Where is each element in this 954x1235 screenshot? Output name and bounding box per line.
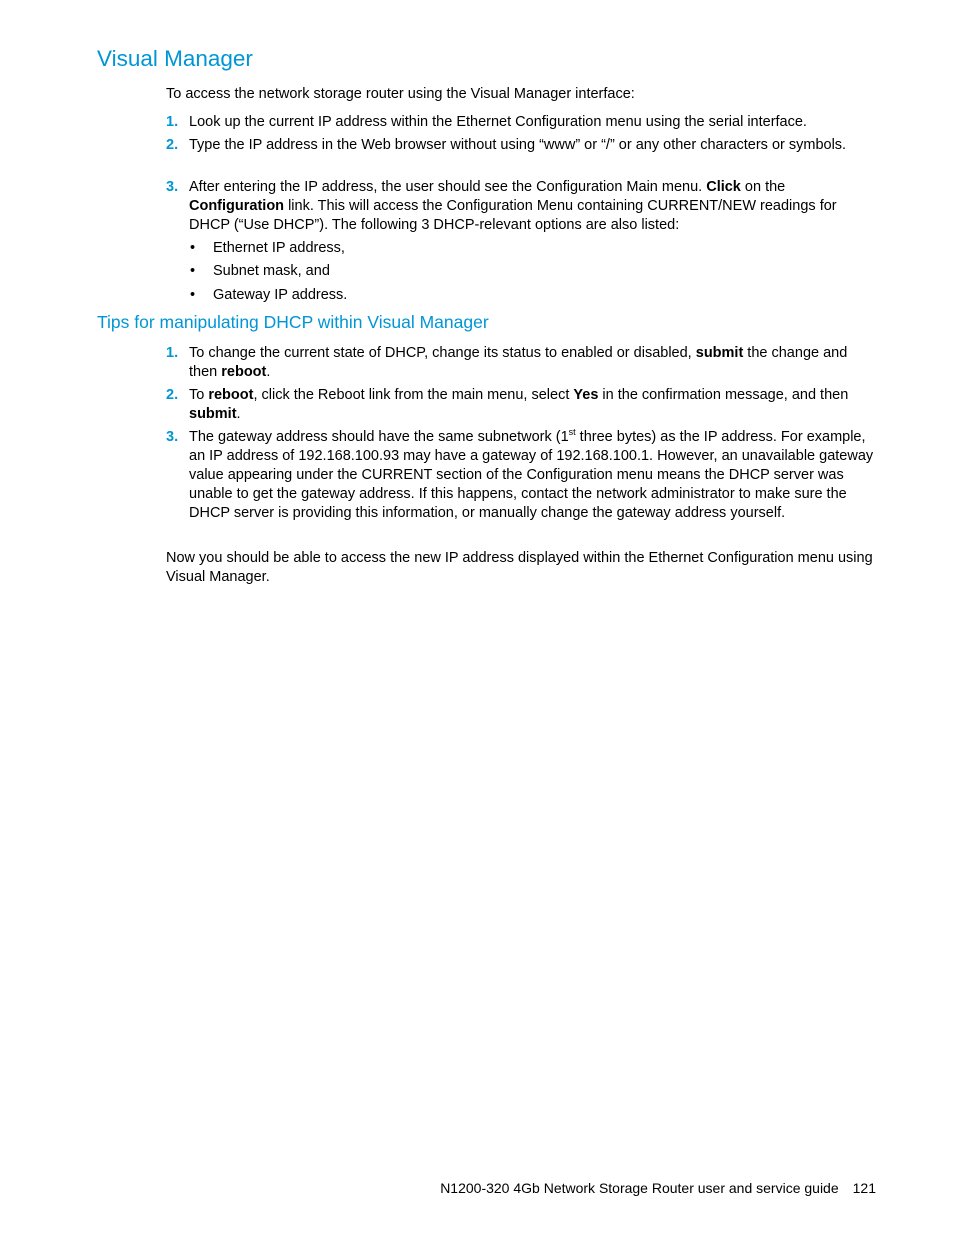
bold-term: submit (695, 345, 744, 361)
subsection-title: Tips for manipulating DHCP within Visual Manager (97, 312, 489, 332)
document-page: Visual Manager To access the network storage router using the Visual Manager interface: 1. Look up the current IP address within the Ethernet Configuration menu using the serial interface. 2. Type the IP address in the Web browser without using “www” or “/” or any other characters or symbols. 3. After entering the IP address, the user should see the Configuration Main menu. Click on the Configuration link. This will access the Configuration Menu containing CURRENT/NEW readings for DHCP (“Use DHCP”). The following 3 DHCP-relevant options are also listed: • Ethernet IP address, • Subnet mask, and • Gateway IP address. Tips for manipulating DHCP within Visual Manager 1. To change the current state of DHCP, change its status to enabled or disabled, submit the change and then reboot. 2. To reboot, click the Reboot link from the main menu, select Yes in the confirmation message, and then submit. 3. The gateway address should have the same subnetwork (1st three bytes) as the IP address. For example, an IP address of 192.168.100.93 may have a gateway of 192.168.100.1. However, an unavailable gateway value appearing under the CURRENT section of the Configuration menu means the DHCP server was unable to get the gateway address. If this happens, contact the network administrator to make sure the DHCP server is providing this information, or manually change the gateway address yourself. Now you should be able to access the new IP address displayed within the Ethernet Configuration menu using Visual Manager. N1200-320 4Gb Network Storage Router user and service guide 121 (97, 46, 876, 1196)
bold-term: reboot (221, 364, 267, 380)
bold-term: Configuration (189, 198, 285, 214)
step-number: 3. (166, 429, 179, 445)
intro-paragraph: To access the network storage router using the Visual Manager interface: (166, 86, 635, 102)
page-number: 121 (852, 1180, 876, 1196)
page-footer (440, 1180, 876, 1196)
bold-term: Yes (573, 387, 599, 403)
bullet-icon: • (190, 287, 196, 303)
bullet-icon: • (190, 240, 196, 256)
step-text: Look up the current IP address within the Ethernet Configuration menu using the serial interface. (189, 114, 807, 130)
step-number: 3. (166, 179, 179, 195)
guide-title: N1200-320 4Gb Network Storage Router user and service guide (440, 1180, 839, 1196)
bold-term: Click (706, 179, 741, 195)
step-text: The gateway address should have the same subnetwork (1st three bytes) as the IP address. For example, an IP address of 192.168.100.93 may have a gateway of 192.168.100.1. However, an unavailable gateway value appearing under the CURRENT section of the Configuration menu means the DHCP server was unable to get the gateway address. If this happens, contact the network administrator to make sure the DHCP server is providing this information, or manually change the gateway address yourself. (189, 427, 874, 521)
step-text: Type the IP address in the Web browser without using “www” or “/” or any other characters or symbols. (189, 137, 847, 153)
step-number: 1. (166, 345, 179, 361)
step-number: 2. (166, 387, 179, 403)
step-text: To change the current state of DHCP, change its status to enabled or disabled, submit the change and then reboot. (189, 345, 848, 380)
step-text: To reboot, click the Reboot link from the main menu, select Yes in the confirmation message, and then submit. (189, 387, 849, 422)
bold-term: submit (189, 406, 237, 422)
bold-term: reboot (208, 387, 254, 403)
step-number: 2. (166, 137, 179, 153)
step-number: 1. (166, 114, 179, 130)
section-title: Visual Manager (97, 46, 253, 71)
superscript: st (568, 427, 576, 438)
bullet-icon: • (190, 263, 196, 279)
step-text: After entering the IP address, the user should see the Configuration Main menu. Click on the Configuration link. This will access the Configuration Menu containing CURRENT/NEW readings for DHCP (“Use DHCP”). The following 3 DHCP-relevant options are also listed: (189, 179, 837, 233)
closing-paragraph: Now you should be able to access the new IP address displayed within the Ethernet Configuration menu using Visual Manager. (166, 550, 873, 585)
